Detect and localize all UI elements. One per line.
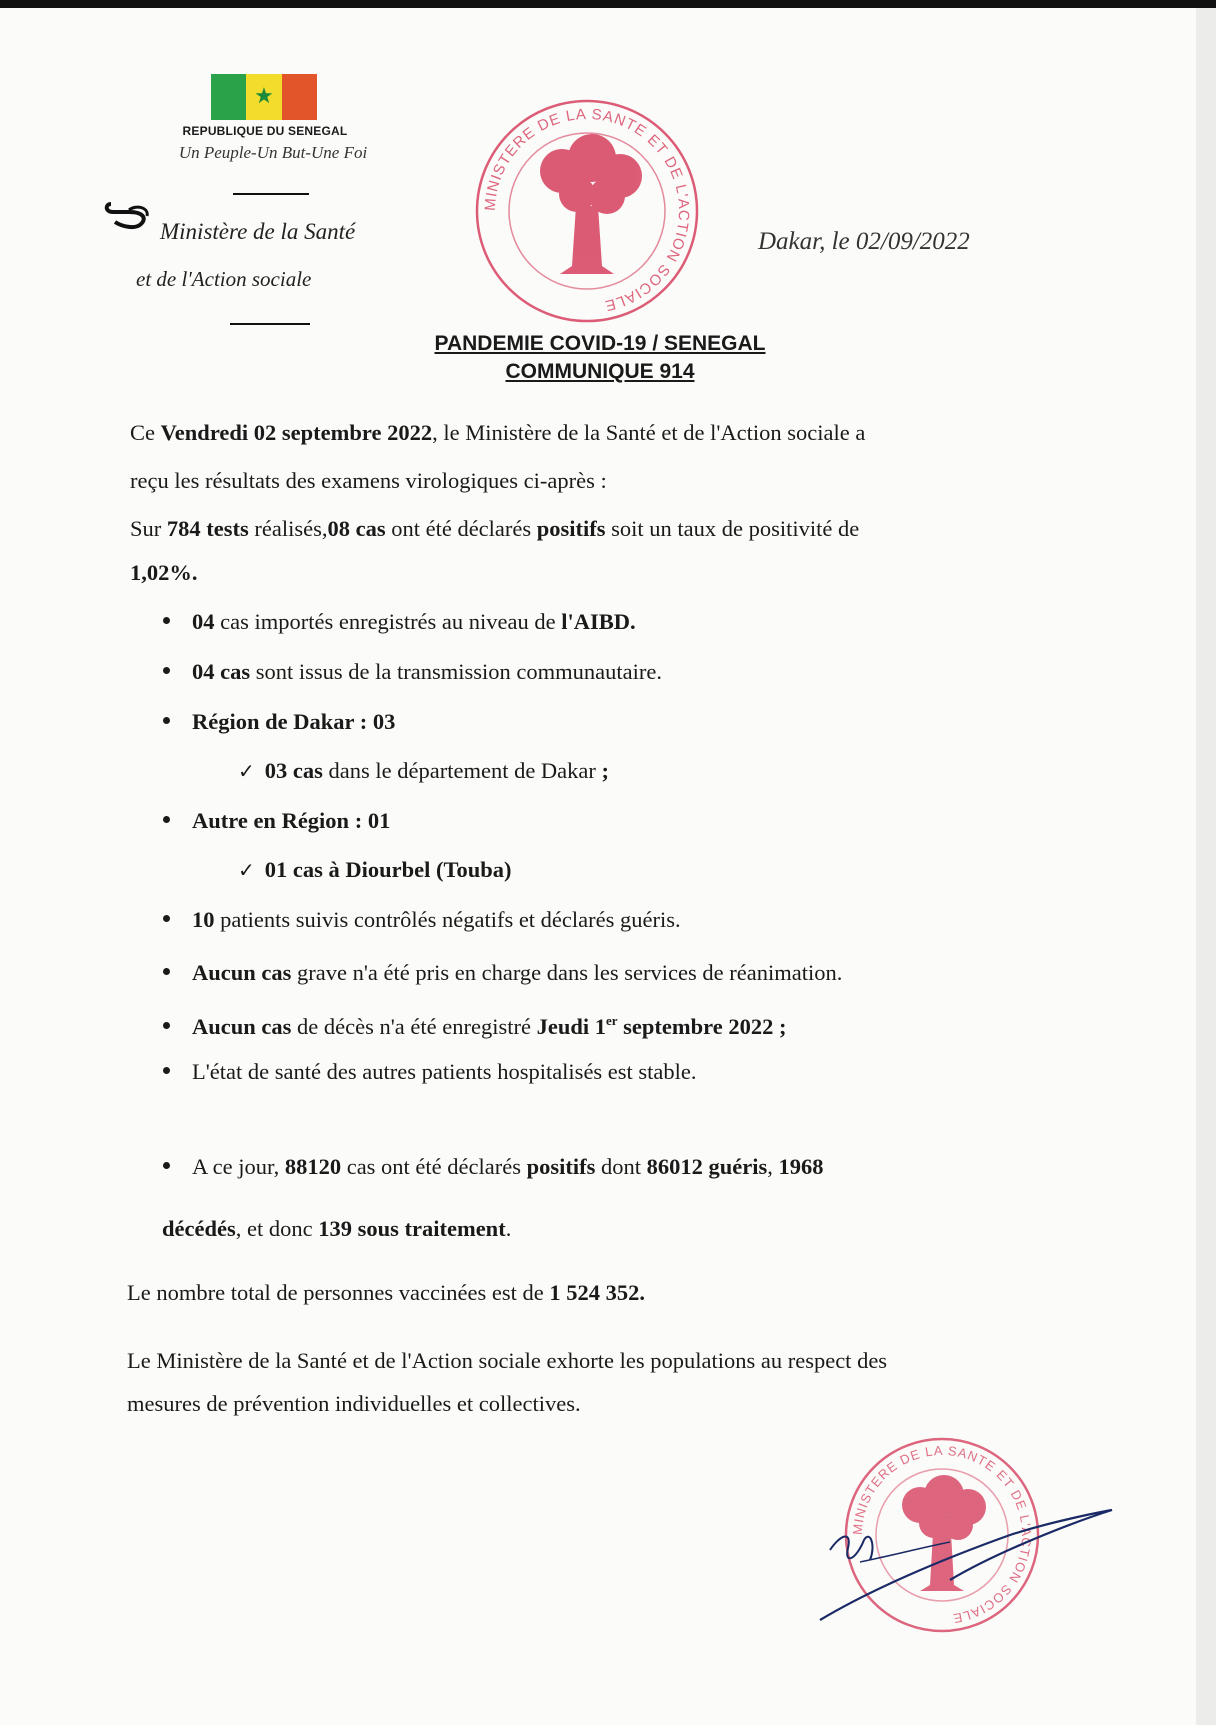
bullet-icon — [163, 968, 170, 975]
bullet-icon — [163, 1022, 170, 1029]
text: Sur — [130, 516, 167, 541]
page-edge — [1196, 8, 1216, 1725]
text: Région de Dakar : 03 — [192, 709, 396, 734]
text: cas importés enregistrés au niveau de — [214, 609, 562, 634]
signature — [800, 1490, 1120, 1630]
text: sont issus de la transmission communautaire. — [250, 659, 662, 684]
document-date: Dakar, le 02/09/2022 — [758, 228, 970, 255]
ministry-logo-icon — [103, 200, 153, 230]
positive-count: 08 cas — [327, 516, 386, 541]
text: 86012 guéris — [646, 1154, 768, 1179]
text: , et donc — [235, 1216, 319, 1241]
tests-count: 784 tests — [166, 516, 249, 541]
closing-line: mesures de prévention individuelles et collectives. — [127, 1391, 581, 1416]
title-line-2: COMMUNIQUE 914 — [505, 360, 695, 383]
sub-list-item — [238, 756, 609, 786]
text: 1968 — [778, 1154, 824, 1179]
list-item — [163, 958, 842, 988]
report-date: Vendredi 02 septembre 2022 — [160, 420, 433, 445]
text: grave n'a été pris en charge dans les services de réanimation. — [291, 960, 843, 985]
list-item — [163, 1152, 824, 1182]
bullet-icon — [163, 717, 170, 724]
list-item-continuation — [162, 1214, 511, 1244]
text: , le Ministère de la Santé et de l'Action sociale a — [432, 420, 866, 445]
text: ; — [601, 758, 610, 783]
text: de décès n'a été enregistré — [291, 1014, 537, 1039]
baobab-tree-icon — [540, 134, 642, 274]
closing-line: Le Ministère de la Santé et de l'Action sociale exhorte les populations au respect des — [127, 1348, 888, 1373]
intro-line — [130, 514, 859, 544]
text: er — [605, 1013, 618, 1028]
text: positifs — [526, 1154, 596, 1179]
text: Jeudi 1 — [536, 1014, 606, 1039]
text: 139 sous traitement — [318, 1216, 506, 1241]
bullet-icon — [163, 1067, 170, 1074]
vaccination-total — [127, 1278, 645, 1308]
list-item — [163, 806, 390, 836]
stamp-ring-text: MINISTERE DE LA SANTE ET DE L'ACTION SOCIALE — [849, 1442, 1035, 1627]
republic-name: REPUBLIQUE DU SENEGAL — [182, 124, 348, 138]
text: 04 — [192, 609, 215, 634]
text: l'AIBD. — [561, 609, 636, 634]
divider — [230, 323, 310, 325]
ministry-line-1: Ministère de la Santé — [160, 219, 356, 244]
senegal-flag — [211, 74, 317, 120]
title-line-1: PANDEMIE COVID-19 / SENEGAL — [434, 332, 766, 355]
text: Aucun cas — [192, 960, 292, 985]
list-item — [163, 607, 636, 637]
stamp-ring-text: MINISTERE DE LA SANTE ET DE L'ACTION SOCIALE — [481, 105, 693, 315]
top-border — [0, 0, 1216, 8]
checkmark-icon: ✓ — [238, 858, 255, 882]
text: dans le département de Dakar — [322, 758, 602, 783]
text: , — [767, 1154, 779, 1179]
bullet-icon — [163, 915, 170, 922]
divider — [233, 193, 309, 195]
text: réalisés, — [248, 516, 328, 541]
text: Le nombre total de personnes vaccinées est de — [127, 1280, 550, 1305]
text: ont été déclarés — [385, 516, 537, 541]
flag-red-band — [282, 74, 317, 120]
text: décédés — [162, 1216, 236, 1241]
text: Autre en Région : 01 — [192, 808, 391, 833]
checkmark-icon: ✓ — [238, 759, 255, 783]
text: A ce jour, — [192, 1154, 285, 1179]
sub-list-item — [238, 855, 511, 885]
list-item — [163, 1006, 786, 1042]
text: septembre 2022 ; — [617, 1014, 787, 1039]
text: Aucun cas — [192, 1014, 292, 1039]
intro-line — [130, 418, 865, 448]
bullet-icon — [163, 1162, 170, 1169]
flag-green-band — [211, 74, 246, 120]
text: 01 cas à Diourbel (Touba) — [264, 857, 512, 882]
text: dont — [595, 1154, 647, 1179]
bullet-icon — [163, 816, 170, 823]
list-item — [163, 657, 662, 687]
ministry-line-2: et de l'Action sociale — [136, 267, 312, 291]
text: 10 — [192, 907, 215, 932]
bullet-icon — [163, 617, 170, 624]
communique-title — [380, 330, 820, 386]
national-motto: Un Peuple-Un But-Une Foi — [178, 143, 368, 162]
list-item — [163, 707, 395, 737]
text: L'état de santé des autres patients hospitalisés est stable. — [192, 1059, 697, 1084]
text: 04 cas — [192, 659, 251, 684]
text: 03 cas — [264, 758, 323, 783]
intro-line: reçu les résultats des examens virologiques ci-après : — [130, 468, 607, 493]
list-item — [163, 1057, 697, 1087]
positive-label: positifs — [536, 516, 606, 541]
star-icon: ★ — [254, 84, 274, 109]
text: . — [505, 1216, 512, 1241]
ministry-stamp — [472, 96, 702, 326]
positivity-rate: 1,02%. — [130, 560, 198, 585]
text: patients suivis contrôlés négatifs et déclarés guéris. — [214, 907, 681, 932]
text: Ce — [130, 420, 161, 445]
text: 1 524 352. — [549, 1280, 645, 1305]
text: 88120 — [284, 1154, 342, 1179]
flag-yellow-band — [246, 74, 281, 120]
text: cas ont été déclarés — [341, 1154, 527, 1179]
text: soit un taux de positivité de — [605, 516, 860, 541]
bullet-icon — [163, 667, 170, 674]
list-item — [163, 905, 681, 935]
